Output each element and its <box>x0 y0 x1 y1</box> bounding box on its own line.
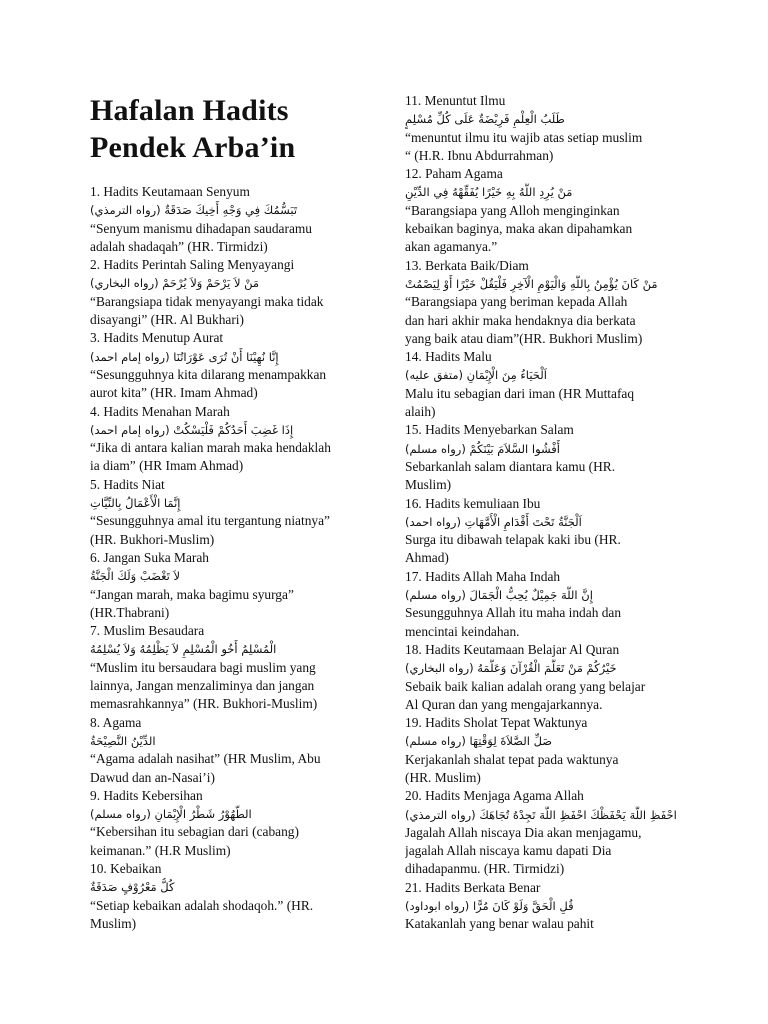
hadith-translation-line: jagalah Allah niscaya kamu dapati Dia <box>405 843 612 859</box>
hadith-heading: 11. Menuntut Ilmu <box>405 93 506 108</box>
hadith-translation-line: Al Quran dan yang mengajarkannya. <box>405 696 603 712</box>
hadith-translation-line: “Barangsiapa tidak menyayangi maka tidak <box>90 293 324 309</box>
hadith-arabic: تَبَسُّمُكَ فِي وَجْهِ أَخِيكَ صَدَقَةٌ (رواه الترمذي) <box>90 203 298 218</box>
hadith-heading: 4. Hadits Menahan Marah <box>90 403 230 419</box>
hadith-translation-line: ia diam” (HR Imam Ahmad) <box>90 458 244 474</box>
hadith-translation-line: memasrahkannya” (HR. Bukhori-Muslim) <box>90 696 318 712</box>
hadith-arabic: مَنْ يُرِدِ اللَّهُ بِهِ خَيْرًا يُفَقِّهْهُ فِي الدِّيْنِ <box>405 185 573 200</box>
hadith-item <box>405 165 705 256</box>
hadith-translation-line: “Sesungguhnya amal itu tergantung niatnya” <box>90 513 330 529</box>
hadith-item <box>405 257 705 348</box>
hadith-item <box>90 183 390 256</box>
hadith-arabic: إِذَا غَضِبَ أَحَدُكُمْ فَلْيَسْكُتْ (رواه إمام احمد) <box>90 422 294 437</box>
hadith-arabic: إِنَّمَا الْأَعْمَالُ بِالنِّيَّاتِ <box>90 496 181 511</box>
hadith-translation-line: aurot kita” (HR. Imam Ahmad) <box>90 385 258 401</box>
hadith-translation-line: Katakanlah yang benar walau pahit <box>405 916 594 932</box>
hadith-translation-line: adalah shadaqah” (HR. Tirmidzi) <box>90 238 268 254</box>
hadith-translation-line: Sebaik baik kalian adalah orang yang belajar <box>405 678 646 694</box>
hadith-heading: 1. Hadits Keutamaan Senyum <box>90 184 250 199</box>
hadith-arabic: مَنْ لاَ يَرْحَمْ وَلاَ يُرْحَمْ (رواه البخاري) <box>90 276 260 291</box>
hadith-translation-line: (HR. Muslim) <box>405 769 481 785</box>
hadith-item <box>90 549 390 622</box>
hadith-translation-line: “Muslim itu bersaudara bagi muslim yang <box>90 659 316 675</box>
hadith-item <box>405 495 705 568</box>
hadith-translation-line: lainnya, Jangan menzaliminya dan jangan <box>90 678 315 694</box>
hadith-translation-line: “Kebersihan itu sebagian dari (cabang) <box>90 824 299 840</box>
hadith-item <box>90 714 390 787</box>
hadith-item <box>405 787 705 878</box>
hadith-translation-line: Muslim) <box>90 915 137 931</box>
hadith-heading: 13. Berkata Baik/Diam <box>405 257 529 273</box>
hadith-translation-line: “Senyum manismu dihadapan saudaramu <box>90 220 313 236</box>
hadith-heading: 8. Agama <box>90 714 142 730</box>
hadith-arabic: طَلَبُ الْعِلْمِ فَرِيْضَةٌ عَلَى كُلِّ مُسْلِمٍ <box>405 112 565 127</box>
hadith-item <box>405 92 705 165</box>
hadith-item <box>90 476 390 549</box>
hadith-item <box>90 787 390 860</box>
hadith-translation-line: Muslim) <box>405 477 452 493</box>
hadith-heading: 18. Hadits Keutamaan Belajar Al Quran <box>405 641 620 657</box>
document-title <box>90 92 390 166</box>
hadith-translation-line: kebaikan baginya, maka akan dipahamkan <box>405 221 633 237</box>
hadith-translation-line: (HR. Bukhori-Muslim) <box>90 531 215 547</box>
hadith-item <box>405 641 705 714</box>
hadith-arabic: الطُّهُوْرُ شَطْرُ الْإِيْمَانِ (رواه مسلم) <box>90 807 252 822</box>
hadith-translation-line: “ (H.R. Ibnu Abdurrahman) <box>405 147 554 163</box>
title-line-2: Pendek Arba’in <box>90 131 296 164</box>
hadith-translation-line: dan hari akhir maka hendaknya dia berkata <box>405 312 636 328</box>
hadith-heading: 7. Muslim Besaudara <box>90 623 205 639</box>
hadith-list-right <box>405 92 705 934</box>
hadith-heading: 15. Hadits Menyebarkan Salam <box>405 422 574 438</box>
left-column <box>90 92 390 933</box>
hadith-heading: 20. Hadits Menjaga Agama Allah <box>405 788 584 804</box>
hadith-heading: 5. Hadits Niat <box>90 476 165 492</box>
hadith-heading: 3. Hadits Menutup Aurat <box>90 330 224 346</box>
hadith-translation-line: disayangi” (HR. Al Bukhari) <box>90 312 244 328</box>
hadith-list-left <box>90 183 390 933</box>
hadith-heading: 6. Jangan Suka Marah <box>90 549 209 565</box>
hadith-translation-line: Malu itu sebagian dari iman (HR Muttafaq <box>405 385 635 401</box>
hadith-translation-line: Dawud dan an-Nasai’i) <box>90 769 215 785</box>
hadith-arabic: اَلْجَنَّةُ تَحْتَ أَقْدَامِ الْأُمَّهَاتِ (رواه احمد) <box>405 514 582 529</box>
hadith-heading: 9. Hadits Kebersihan <box>90 787 203 803</box>
hadith-item <box>90 256 390 329</box>
hadith-item <box>405 879 705 934</box>
hadith-heading: 2. Hadits Perintah Saling Menyayangi <box>90 257 295 273</box>
right-column <box>405 92 705 934</box>
hadith-heading: 10. Kebaikan <box>90 860 162 876</box>
hadith-translation-line: (HR.Thabrani) <box>90 604 170 620</box>
hadith-heading: 12. Paham Agama <box>405 166 503 182</box>
hadith-arabic: الْمُسْلِمُ أَخُو الْمُسْلِمِ لاَ يَظْلِمُهُ وَلاَ يُسْلِمُهُ <box>90 642 277 657</box>
hadith-translation-line: Sesungguhnya Allah itu maha indah dan <box>405 605 622 621</box>
hadith-item <box>90 329 390 402</box>
hadith-item <box>405 348 705 421</box>
hadith-translation-line: keimanan.” (H.R Muslim) <box>90 842 231 858</box>
hadith-translation-line: “Sesungguhnya kita dilarang menampakkan <box>90 366 327 382</box>
hadith-item <box>90 622 390 713</box>
hadith-translation-line: “Agama adalah nasihat” (HR Muslim, Abu <box>90 751 321 767</box>
hadith-translation-line: “Barangsiapa yang beriman kepada Allah <box>405 294 628 310</box>
hadith-translation-line: Kerjakanlah shalat tepat pada waktunya <box>405 751 619 767</box>
hadith-item <box>90 860 390 933</box>
hadith-arabic: كُلُّ مَعْرُوْفٍ صَدَقَةٌ <box>90 880 175 895</box>
hadith-heading: 19. Hadits Sholat Tepat Waktunya <box>405 715 588 731</box>
hadith-translation-line: mencintai keindahan. <box>405 623 520 639</box>
hadith-arabic: الدِّيْنُ النَّصِيْحَةُ <box>90 733 156 748</box>
hadith-item <box>405 568 705 641</box>
hadith-translation-line: Jagalah Allah niscaya Dia akan menjagamu, <box>405 824 642 840</box>
hadith-arabic: اَلْحَيَاءُ مِنَ الْإِيْمَانِ (متفق عليه) <box>405 368 547 383</box>
hadith-arabic: صَلِّ الصَّلاَةَ لِوَقْتِهَا (رواه مسلم) <box>405 734 553 749</box>
hadith-translation-line: “menuntut ilmu itu wajib atas setiap muslim <box>405 129 643 145</box>
hadith-item <box>90 403 390 476</box>
hadith-arabic: مَنْ كَانَ يُؤْمِنُ بِاللَّهِ وَالْيَوْمِ الْآخِرِ فَلْيَقُلْ خَيْرًا أَوْ لِيَصْمُتْ <box>405 276 658 291</box>
hadith-item <box>405 421 705 494</box>
hadith-translation-line: Sebarkanlah salam diantara kamu (HR. <box>405 458 616 474</box>
title-line-1: Hafalan Hadits <box>90 94 289 127</box>
hadith-translation-line: akan agamanya.” <box>405 239 498 255</box>
hadith-item <box>405 714 705 787</box>
hadith-arabic: قُلِ الْحَقَّ وَلَوْ كَانَ مُرًّا (رواه ابوداود) <box>405 899 574 914</box>
hadith-heading: 16. Hadits kemuliaan Ibu <box>405 495 541 511</box>
hadith-arabic: إِنَّ اللَّهَ جَمِيْلٌ يُحِبُّ الْجَمَالَ (رواه مسلم) <box>405 588 593 603</box>
hadith-arabic: احْفَظِ اللَّهَ يَحْفَظْكَ احْفَظِ اللَّهَ تَجِدْهُ تُجَاهَكَ (رواه الترمذي) <box>405 807 677 822</box>
hadith-arabic: خَيْرُكُمْ مَنْ تَعَلَّمَ الْقُرْآنَ وَعَلَّمَهُ (رواه البخاري) <box>405 661 617 676</box>
hadith-translation-line: dihadapanmu. (HR. Tirmidzi) <box>405 861 565 877</box>
hadith-heading: 21. Hadits Berkata Benar <box>405 879 541 895</box>
hadith-translation-line: yang baik atau diam”(HR. Bukhori Muslim) <box>405 330 643 346</box>
hadith-translation-line: “Jika di antara kalian marah maka hendaklah <box>90 440 331 456</box>
hadith-heading: 14. Hadits Malu <box>405 349 492 365</box>
hadith-arabic: إِنَّا نُهِيْنَا أَنْ تُرَى عَوْرَاتُنَا (رواه إمام احمد) <box>90 349 279 364</box>
hadith-translation-line: Surga itu dibawah telapak kaki ibu (HR. <box>405 532 621 548</box>
hadith-translation-line: Ahmad) <box>405 550 449 566</box>
hadith-translation-line: “Setiap kebaikan adalah shodaqoh.” (HR. <box>90 897 314 913</box>
hadith-arabic: أَفْشُوا السَّلاَمَ بَيْنَكُمْ (رواه مسلم) <box>405 441 560 456</box>
hadith-translation-line: “Jangan marah, maka bagimu syurga” <box>90 586 294 602</box>
hadith-translation-line: “Barangsiapa yang Alloh menginginkan <box>405 202 620 218</box>
hadith-arabic: لاَ تَغْضَبْ وَلَكَ الْجَنَّةُ <box>90 569 181 584</box>
hadith-translation-line: alaih) <box>405 404 436 420</box>
hadith-heading: 17. Hadits Allah Maha Indah <box>405 568 561 584</box>
